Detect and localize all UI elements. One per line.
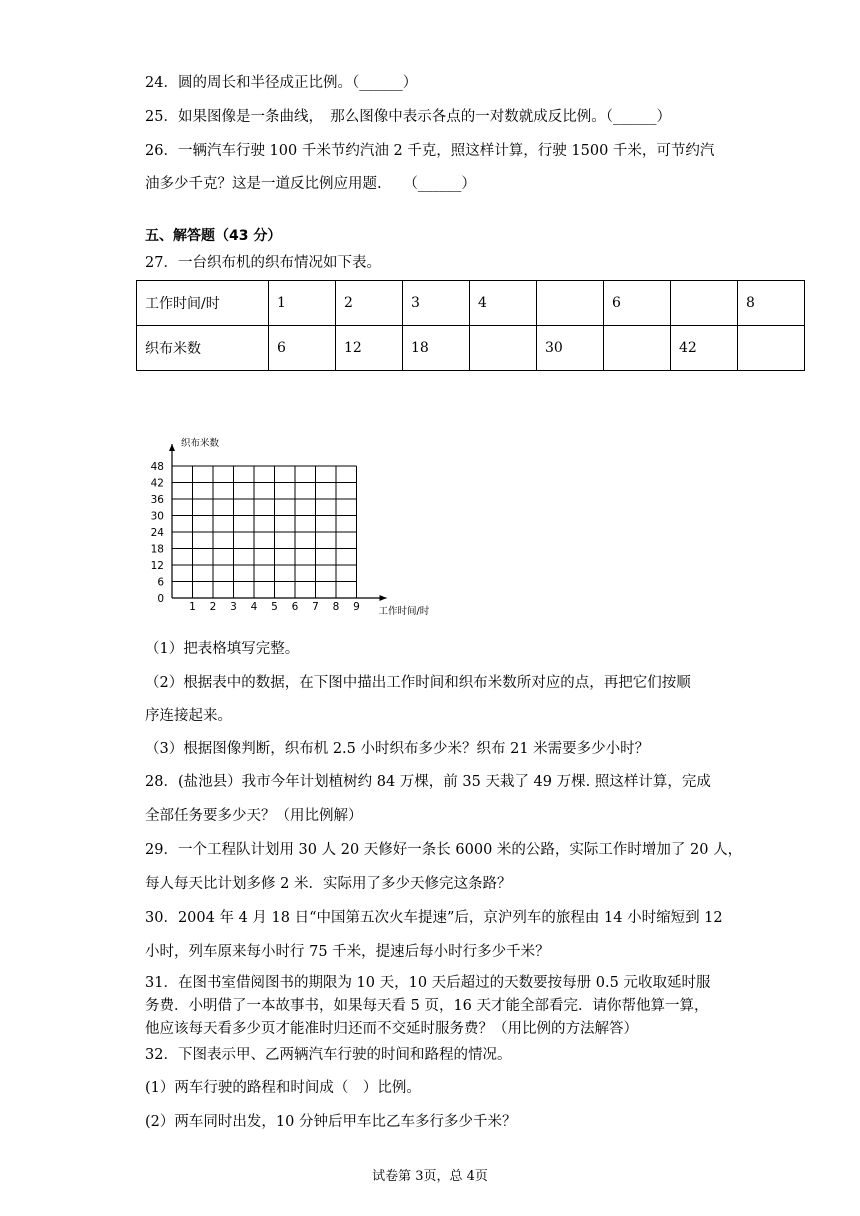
y-tick-label: 48 — [150, 461, 164, 473]
x-tick-label: 9 — [353, 601, 360, 613]
table-cell: 6 — [269, 326, 336, 371]
x-tick-label: 6 — [291, 601, 299, 613]
table-cell: 2 — [336, 281, 403, 326]
question-30-line2: 小时，列车原来每小时行 75 千米，提速后每小时行多少千米？ — [145, 944, 550, 960]
question-29-line2: 每人每天比计划多修 2 米．实际用了多少天修完这条路？ — [145, 876, 512, 892]
question-25: 25．如果图像是一条曲线， 那么图像中表示各点的一对数就成反比例。（______） — [145, 109, 671, 125]
table-cell: 3 — [403, 281, 470, 326]
y-tick-label: 18 — [150, 543, 164, 556]
question-26-line2: 油多少千克？这是一道反比例应用题. （______） — [145, 176, 476, 192]
y-tick-label: 36 — [150, 494, 164, 506]
page-footer: 试卷第 3页，总 4页 — [372, 1169, 488, 1184]
table-cell — [470, 326, 537, 371]
table-cell: 织布米数 — [137, 326, 269, 371]
question-31-line3: 他应该每天看多少页才能准时归还而不交延时服务费？（用比例的方法解答） — [145, 1021, 638, 1037]
question-26-line1: 26．一辆汽车行驶 100 千米节约汽油 2 千克，照这样计算，行驶 1500 千米，可节约汽 — [145, 143, 715, 159]
weaving-grid-chart — [140, 413, 460, 618]
question-27-sub2-line1: （2）根据表中的数据，在下图中描出工作时间和织布米数所对应的点，再把它们按顺 — [145, 675, 691, 691]
y-tick-label: 12 — [150, 560, 164, 572]
y-tick-label: 42 — [150, 477, 164, 490]
weaving-table — [136, 280, 805, 371]
table-row — [137, 281, 805, 326]
question-24: 24．圆的周长和半径成正比例。（______） — [145, 75, 418, 91]
table-cell — [537, 281, 604, 326]
question-32-sub2: (2）两车同时出发，10 分钟后甲车比乙车多行多少千米？ — [145, 1114, 517, 1130]
x-tick-label: 3 — [230, 601, 237, 613]
table-cell — [738, 326, 805, 371]
x-tick-label: 2 — [209, 601, 217, 613]
question-27-sub2-line2: 序连接起来。 — [145, 708, 232, 724]
x-tick-label: 1 — [189, 601, 196, 613]
table-cell: 42 — [671, 326, 738, 371]
question-30-line1: 30．2004 年 4 月 18 日“中国第五次火车提速”后，京沪列车的旅程由 14 小时缩短到 12 — [145, 910, 723, 926]
x-tick-label: 4 — [250, 601, 258, 613]
y-axis-arrow — [169, 444, 175, 451]
question-32-sub1: (1）两车行驶的路程和时间成（ ）比例。 — [145, 1080, 421, 1096]
question-28-line1: 28．(盐池县）我市今年计划植树约 84 万棵，前 35 天栽了 49 万棵. 照这样计算，完成 — [145, 774, 711, 790]
section-five-title: 五、解答题（43 分） — [145, 228, 282, 244]
x-axis-arrow — [380, 595, 387, 601]
table-cell — [604, 326, 671, 371]
question-27-intro: 27．一台织布机的织布情况如下表。 — [145, 255, 381, 271]
x-tick-label: 8 — [332, 601, 340, 613]
question-27-sub1: （1）把表格填写完整。 — [145, 641, 300, 657]
y-tick-label: 0 — [157, 593, 164, 605]
x-axis-title: 工作时间/时 — [378, 606, 430, 617]
table-cell: 30 — [537, 326, 604, 371]
x-tick-label: 5 — [271, 601, 278, 613]
x-tick-label: 7 — [312, 601, 319, 613]
table-cell: 8 — [738, 281, 805, 326]
table-cell: 12 — [336, 326, 403, 371]
table-cell: 18 — [403, 326, 470, 371]
table-cell — [671, 281, 738, 326]
table-row — [137, 326, 805, 371]
y-axis-title: 织布米数 — [181, 438, 220, 449]
question-28-line2: 全部任务要多少天？（用比例解） — [145, 808, 363, 824]
question-27-sub3: （3）根据图像判断，织布机 2.5 小时织布多少米？织布 21 米需要多少小时？ — [145, 741, 650, 757]
question-29-line1: 29．一个工程队计划用 30 人 20 天修好一条长 6000 米的公路，实际工作时增加了 20 人， — [145, 842, 743, 858]
y-tick-label: 30 — [150, 510, 164, 523]
question-31-line1: 31．在图书室借阅图书的期限为 10 天，10 天后超过的天数要按每册 0.5 元收取延时服 — [145, 975, 711, 991]
table-cell: 1 — [269, 281, 336, 326]
table-cell: 4 — [470, 281, 537, 326]
question-31-line2: 务费．小明借了一本故事书，如果每天看 5 页，16 天才能全部看完．请你帮他算一算， — [145, 998, 709, 1014]
y-tick-label: 24 — [150, 527, 164, 539]
table-cell: 6 — [604, 281, 671, 326]
question-32-intro: 32．下图表示甲、乙两辆汽车行驶的时间和路程的情况。 — [145, 1047, 512, 1063]
table-cell: 工作时间/时 — [137, 281, 269, 326]
y-tick-label: 6 — [157, 576, 164, 589]
